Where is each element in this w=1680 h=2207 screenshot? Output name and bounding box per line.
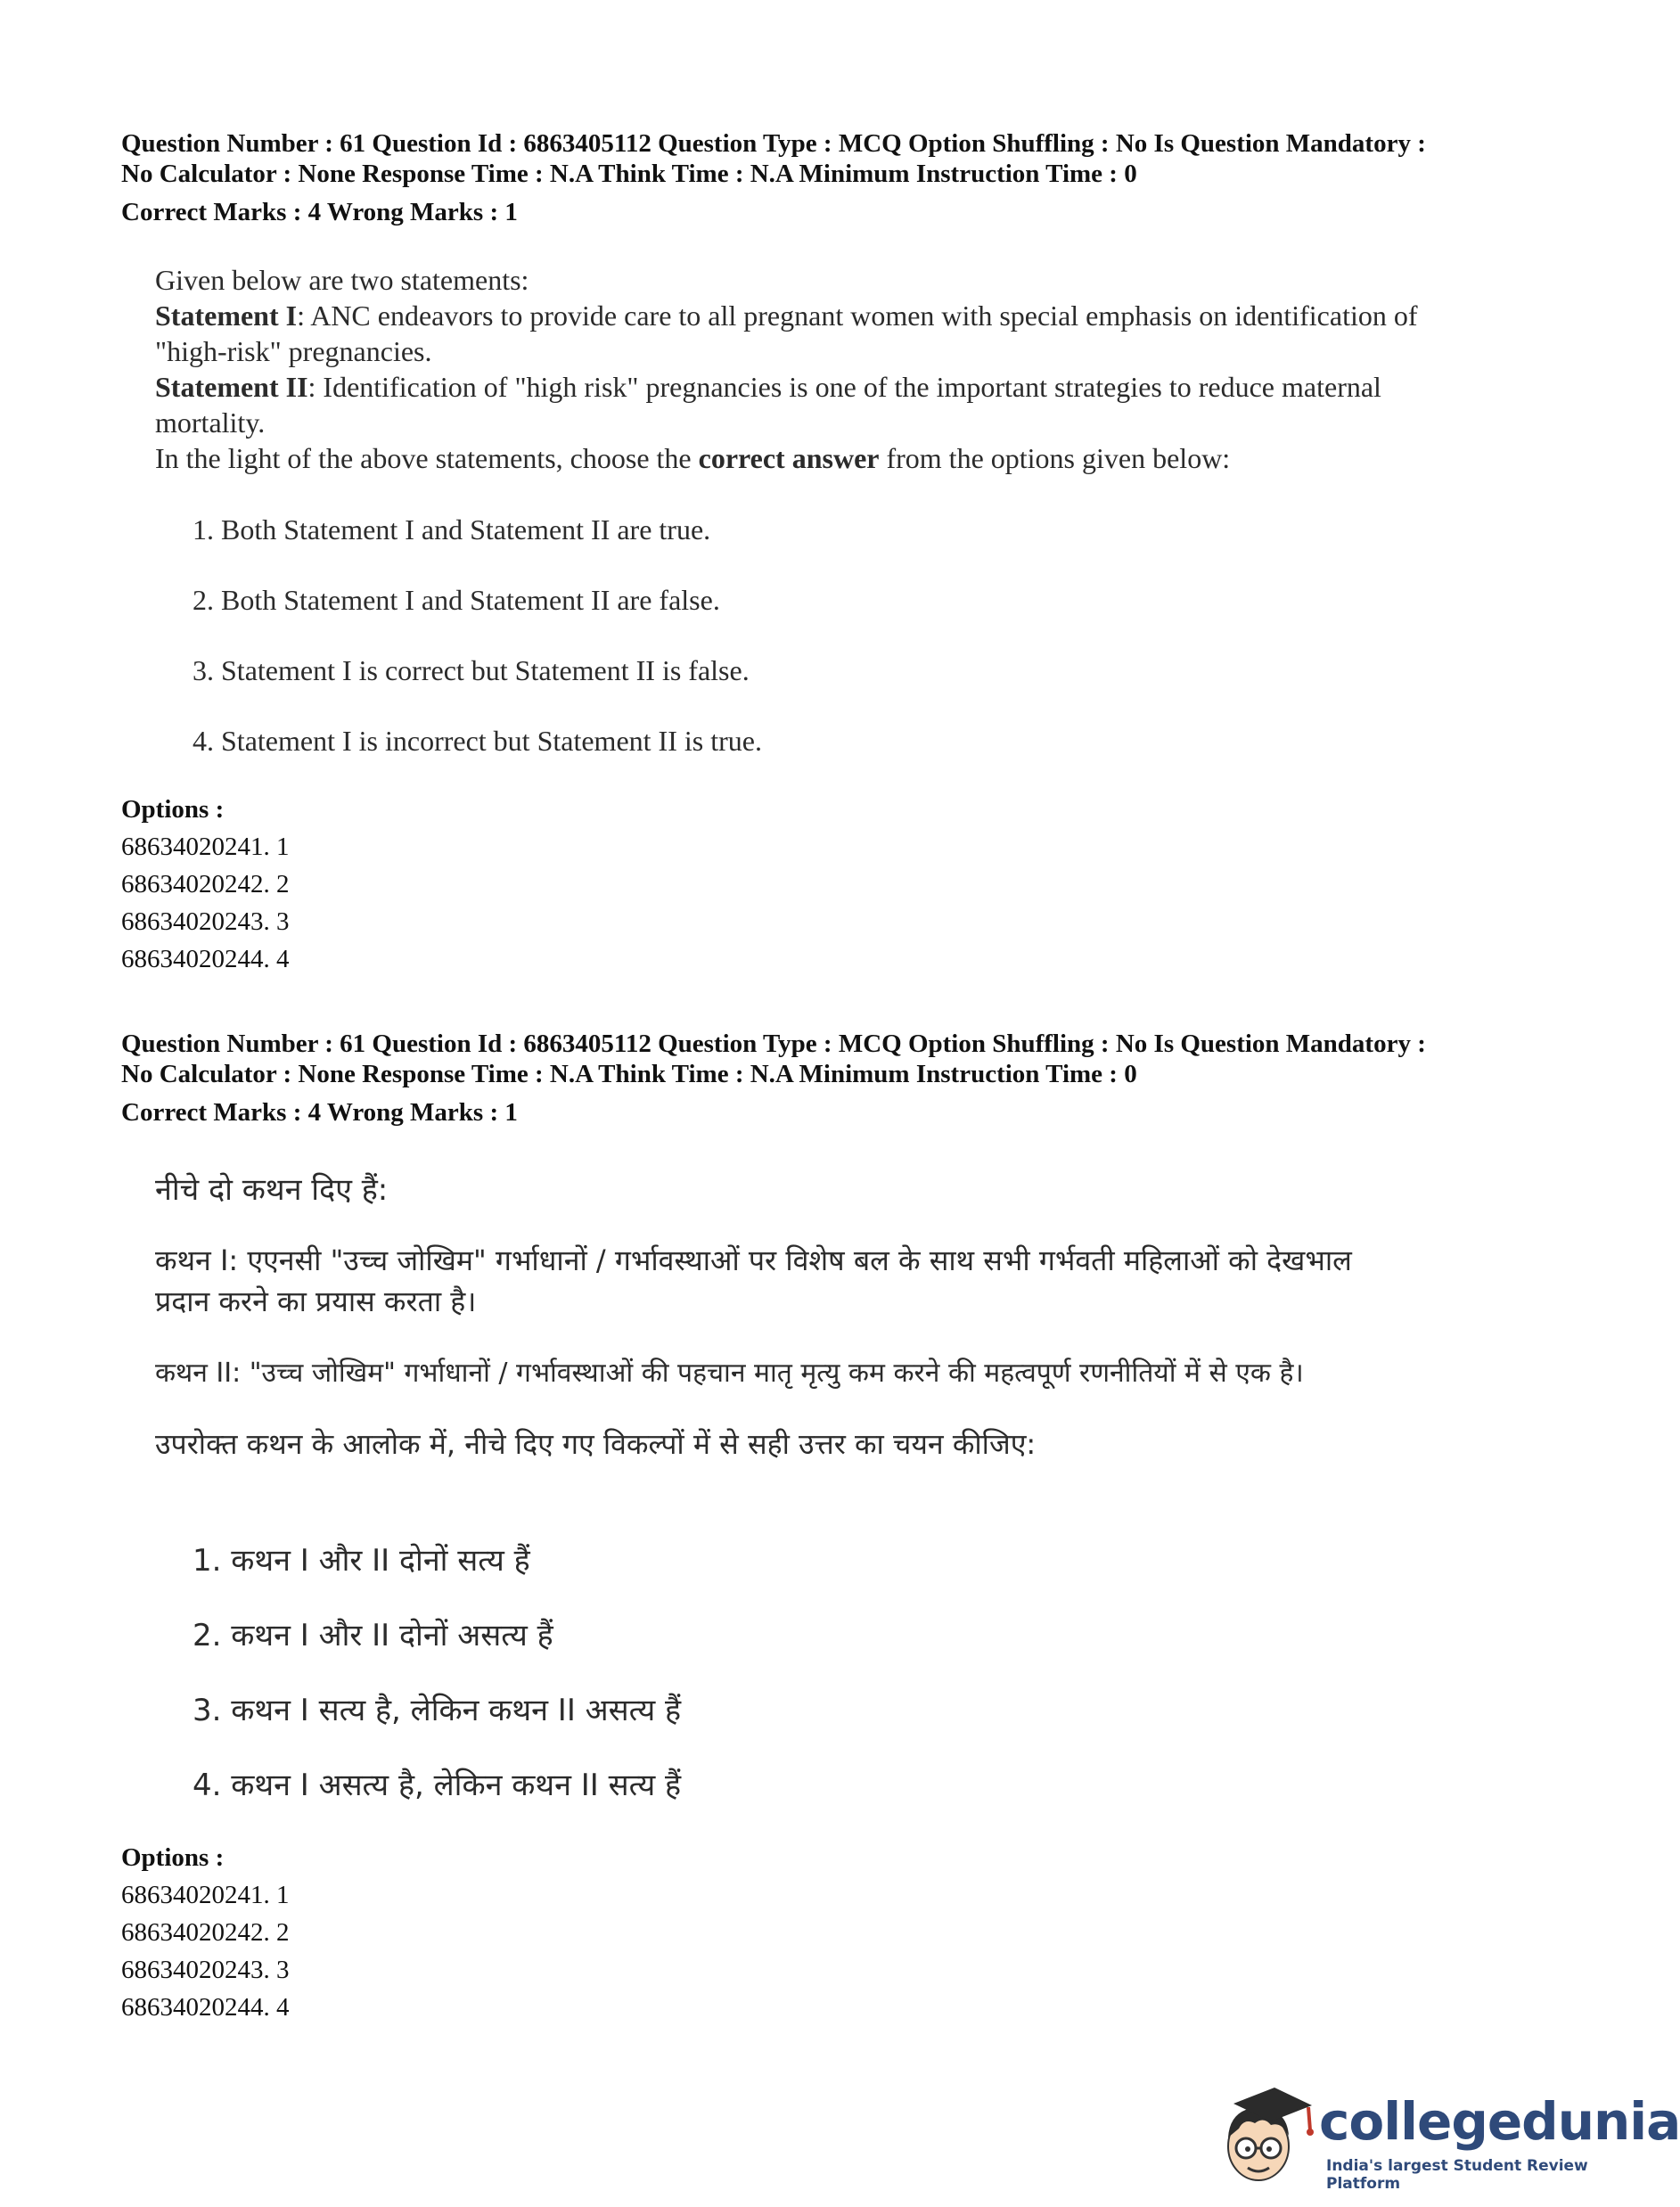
marks-line: Correct Marks : 4 Wrong Marks : 1 xyxy=(121,1098,518,1127)
question-meta xyxy=(121,1029,1426,1089)
hindi-statement-2: कथन II: "उच्च जोखिम" गर्भाधानों / गर्भावस्थाओं की पहचान मातृ मृत्यु कम करने की महत्वपूर्ण रणनीतियों में से एक है। xyxy=(155,1358,1304,1389)
statement-1-label: Statement I xyxy=(155,299,298,332)
meta-line-1: Question Number : 61 Question Id : 6863405112 Question Type : MCQ Option Shuffling : No Is Question Mandatory : xyxy=(121,1030,1426,1058)
option-id-4: 68634020244. 4 xyxy=(121,1993,290,2022)
option-id-2: 68634020242. 2 xyxy=(121,870,290,898)
mascot-icon xyxy=(1212,2082,1319,2189)
hindi-choice-4: 4. कथन I असत्य है, लेकिन कथन II सत्य हैं xyxy=(193,1768,682,1803)
option-id-2: 68634020242. 2 xyxy=(121,1918,290,1947)
logo-tagline: India's largest Student Review Platform xyxy=(1326,2157,1588,2193)
hindi-choice-1: 1. कथन I और II दोनों सत्य हैं xyxy=(193,1543,530,1579)
question-text-english xyxy=(155,262,1418,476)
meta-line-1: Question Number : 61 Question Id : 6863405112 Question Type : MCQ Option Shuffling : No Is Question Mandatory : xyxy=(121,129,1426,158)
choice-3: 3. Statement I is correct but Statement II is false. xyxy=(193,654,750,686)
options-label: Options : xyxy=(121,1843,225,1872)
instruction-text xyxy=(155,440,1418,476)
choice-4: 4. Statement I is incorrect but Statement II is true. xyxy=(193,725,762,757)
statement-1-text: : ANC endeavors to provide care to all pregnant women with special emphasis on identification of xyxy=(297,299,1418,332)
statement-1 xyxy=(155,298,1418,333)
choice-1: 1. Both Statement I and Statement II are true. xyxy=(193,513,711,546)
options-label: Options : xyxy=(121,795,225,824)
statement-2-label: Statement II xyxy=(155,371,308,403)
hindi-statement-1-cont: प्रदान करने का प्रयास करता है। xyxy=(155,1284,477,1318)
instruction-post: from the options given below: xyxy=(879,442,1231,474)
instruction-bold: correct answer xyxy=(698,442,880,474)
choice-2: 2. Both Statement I and Statement II are false. xyxy=(193,584,720,616)
hindi-intro: नीचे दो कथन दिए हैं: xyxy=(155,1172,389,1208)
logo-name: collegedunia xyxy=(1319,2091,1680,2152)
marks-line: Correct Marks : 4 Wrong Marks : 1 xyxy=(121,198,518,226)
instruction-pre: In the light of the above statements, choose the xyxy=(155,442,699,474)
option-id-3: 68634020243. 3 xyxy=(121,907,290,936)
option-id-3: 68634020243. 3 xyxy=(121,1956,290,1984)
statement-2-cont: mortality. xyxy=(155,406,266,439)
option-id-1: 68634020241. 1 xyxy=(121,1881,290,1909)
collegedunia-logo xyxy=(1212,2082,1680,2193)
statement-2-text: : Identification of "high risk" pregnancies is one of the important strategies to reduce maternal xyxy=(307,371,1381,403)
meta-line-2: No Calculator : None Response Time : N.A Think Time : N.A Minimum Instruction Time : 0 xyxy=(121,160,1137,188)
question-meta xyxy=(121,128,1426,189)
option-id-1: 68634020241. 1 xyxy=(121,833,290,861)
hindi-statement-1: कथन I: एएनसी "उच्च जोखिम" गर्भाधानों / गर्भावस्थाओं पर विशेष बल के साथ सभी गर्भवती महिलाओं को देखभाल xyxy=(155,1243,1352,1277)
meta-line-2: No Calculator : None Response Time : N.A Think Time : N.A Minimum Instruction Time : 0 xyxy=(121,1060,1137,1088)
hindi-choice-3: 3. कथन I सत्य है, लेकिन कथन II असत्य हैं xyxy=(193,1693,682,1728)
statement-2 xyxy=(155,369,1418,405)
statement-1-cont: "high-risk" pregnancies. xyxy=(155,335,432,367)
hindi-instruction: उपरोक्त कथन के आलोक में, नीचे दिए गए विकल्पों में से सही उत्तर का चयन कीजिए: xyxy=(155,1427,1037,1461)
intro-text: Given below are two statements: xyxy=(155,264,529,296)
option-id-4: 68634020244. 4 xyxy=(121,945,290,973)
hindi-choice-2: 2. कथन I और II दोनों असत्य हैं xyxy=(193,1618,553,1653)
